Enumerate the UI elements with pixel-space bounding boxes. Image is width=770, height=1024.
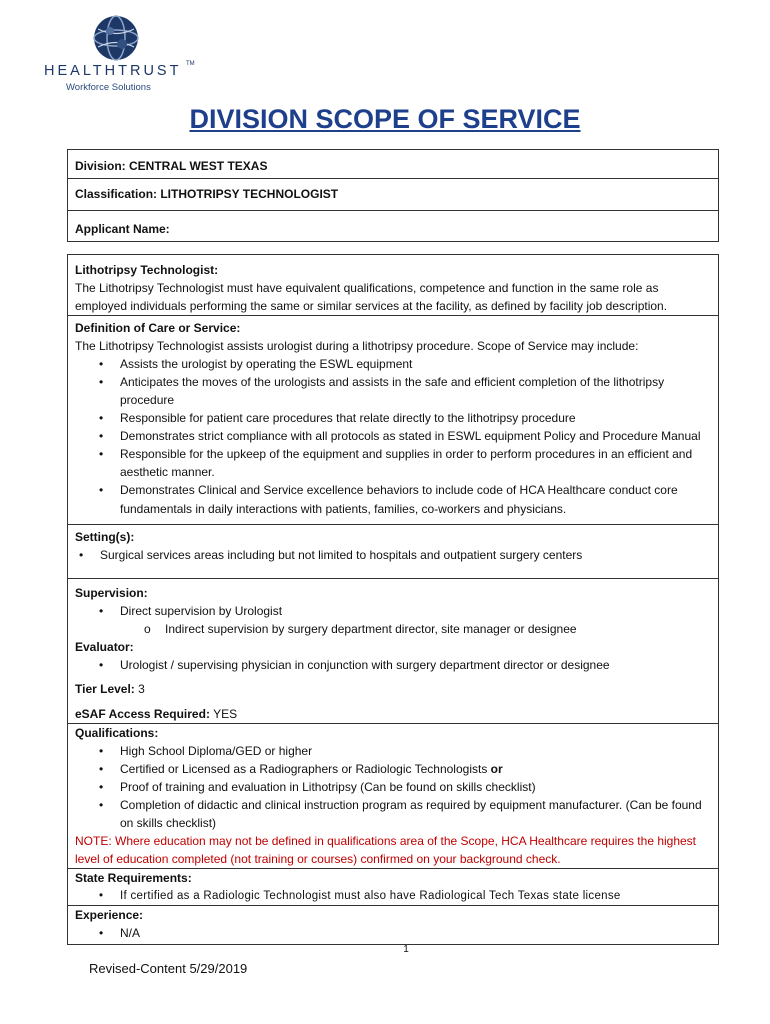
brand-name: HEALTHTRUST	[44, 63, 182, 79]
qualifications-section	[68, 723, 718, 868]
list-item: • Direct supervision by Urologist	[75, 602, 713, 620]
state-requirements-section	[68, 868, 718, 905]
list-item: • Responsible for the upkeep of the equipment and supplies in order to perform procedures in an efficient and aesthetic manner.	[75, 445, 713, 481]
role-section	[68, 255, 718, 315]
brand-tagline: Workforce Solutions	[66, 82, 151, 93]
evaluator-list	[75, 656, 713, 674]
definition-section	[68, 315, 718, 524]
page-number: 1	[403, 944, 409, 955]
qualification-or: or	[490, 762, 503, 776]
list-item: • N/A	[75, 924, 713, 942]
experience-section	[68, 905, 718, 944]
definition-intro: The Lithotripsy Technologist assists urologist during a lithotripsy procedure. Scope of Service may include:	[75, 339, 639, 353]
supervision-sublist	[75, 620, 713, 638]
definition-heading: Definition of Care or Service:	[75, 321, 241, 335]
list-item: • Responsible for patient care procedures that relate directly to the lithotripsy procedure	[75, 409, 713, 427]
qualifications-heading: Qualifications:	[75, 726, 159, 740]
list-item	[75, 760, 713, 778]
qualification-text: Certified or Licensed as a Radiographers or Radiologic Technologists	[120, 762, 488, 776]
settings-heading: Setting(s):	[75, 530, 135, 544]
list-item: • Demonstrates strict compliance with all protocols as stated in ESWL equipment Policy and Procedure Manual	[75, 427, 713, 445]
list-item: • Surgical services areas including but not limited to hospitals and outpatient surgery centers	[55, 546, 713, 564]
classification-row: Classification: LITHOTRIPSY TECHNOLOGIST	[68, 178, 718, 210]
footer-revision: Revised-Content 5/29/2019	[89, 961, 248, 976]
healthtrust-logo	[44, 8, 194, 94]
trademark: TM	[186, 61, 195, 67]
list-item: • High School Diploma/GED or higher	[75, 742, 713, 760]
evaluator-heading: Evaluator:	[75, 640, 134, 654]
list-item: • Demonstrates Clinical and Service excellence behaviors to include code of HCA Healthcare conduct core fundamentals in daily interactions with patients, families, co-workers and physicians.	[75, 481, 713, 519]
tier-level-label: Tier Level:	[75, 682, 135, 696]
supervision-heading: Supervision:	[75, 586, 148, 600]
list-item: • Anticipates the moves of the urologists and assists in the safe and efficient completion of the lithotripsy procedure	[75, 373, 713, 409]
tier-level	[75, 680, 713, 698]
scope-table	[67, 254, 719, 945]
list-item: • If certified as a Radiologic Technologist must also have Radiological Tech Texas state license	[75, 887, 713, 905]
education-note: NOTE: Where education may not be defined in qualifications area of the Scope, HCA Healthcare requires the highest level of education completed (not training or courses) confirmed on your background check.	[75, 834, 697, 866]
tier-level-value: 3	[138, 682, 145, 696]
esaf-value: YES	[213, 707, 238, 721]
esaf-label: eSAF Access Required:	[75, 707, 210, 721]
list-item: o Indirect supervision by surgery department director, site manager or designee	[75, 620, 713, 638]
list-item: • Proof of training and evaluation in Lithotripsy (Can be found on skills checklist)	[75, 778, 713, 796]
role-text: The Lithotripsy Technologist must have equivalent qualifications, competence and function in the same role as employed individuals performing the same or similar services at the facility, as defined by facility job description.	[75, 281, 668, 313]
state-list	[75, 887, 713, 905]
list-item: • Assists the urologist by operating the ESWL equipment	[75, 355, 713, 373]
supervision-list	[75, 602, 713, 620]
globe-icon	[92, 14, 140, 62]
settings-section	[68, 524, 718, 578]
qualifications-list	[75, 742, 713, 832]
esaf-access	[75, 705, 713, 723]
experience-heading: Experience:	[75, 908, 144, 922]
applicant-name-row: Applicant Name:	[68, 210, 718, 241]
list-item: • Completion of didactic and clinical instruction program as required by equipment manufacturer. (Can be found on skills checklist)	[75, 796, 713, 832]
state-heading: State Requirements:	[75, 871, 192, 885]
header-table	[67, 149, 719, 242]
experience-list	[75, 924, 713, 942]
definition-list	[75, 355, 713, 519]
supervision-section	[68, 578, 718, 723]
role-heading: Lithotripsy Technologist:	[75, 263, 219, 277]
page-title: DIVISION SCOPE OF SERVICE	[189, 104, 581, 134]
list-item: • Urologist / supervising physician in conjunction with surgery department director or designee	[75, 656, 713, 674]
division-row: Division: CENTRAL WEST TEXAS	[75, 159, 268, 173]
settings-list	[55, 546, 713, 564]
